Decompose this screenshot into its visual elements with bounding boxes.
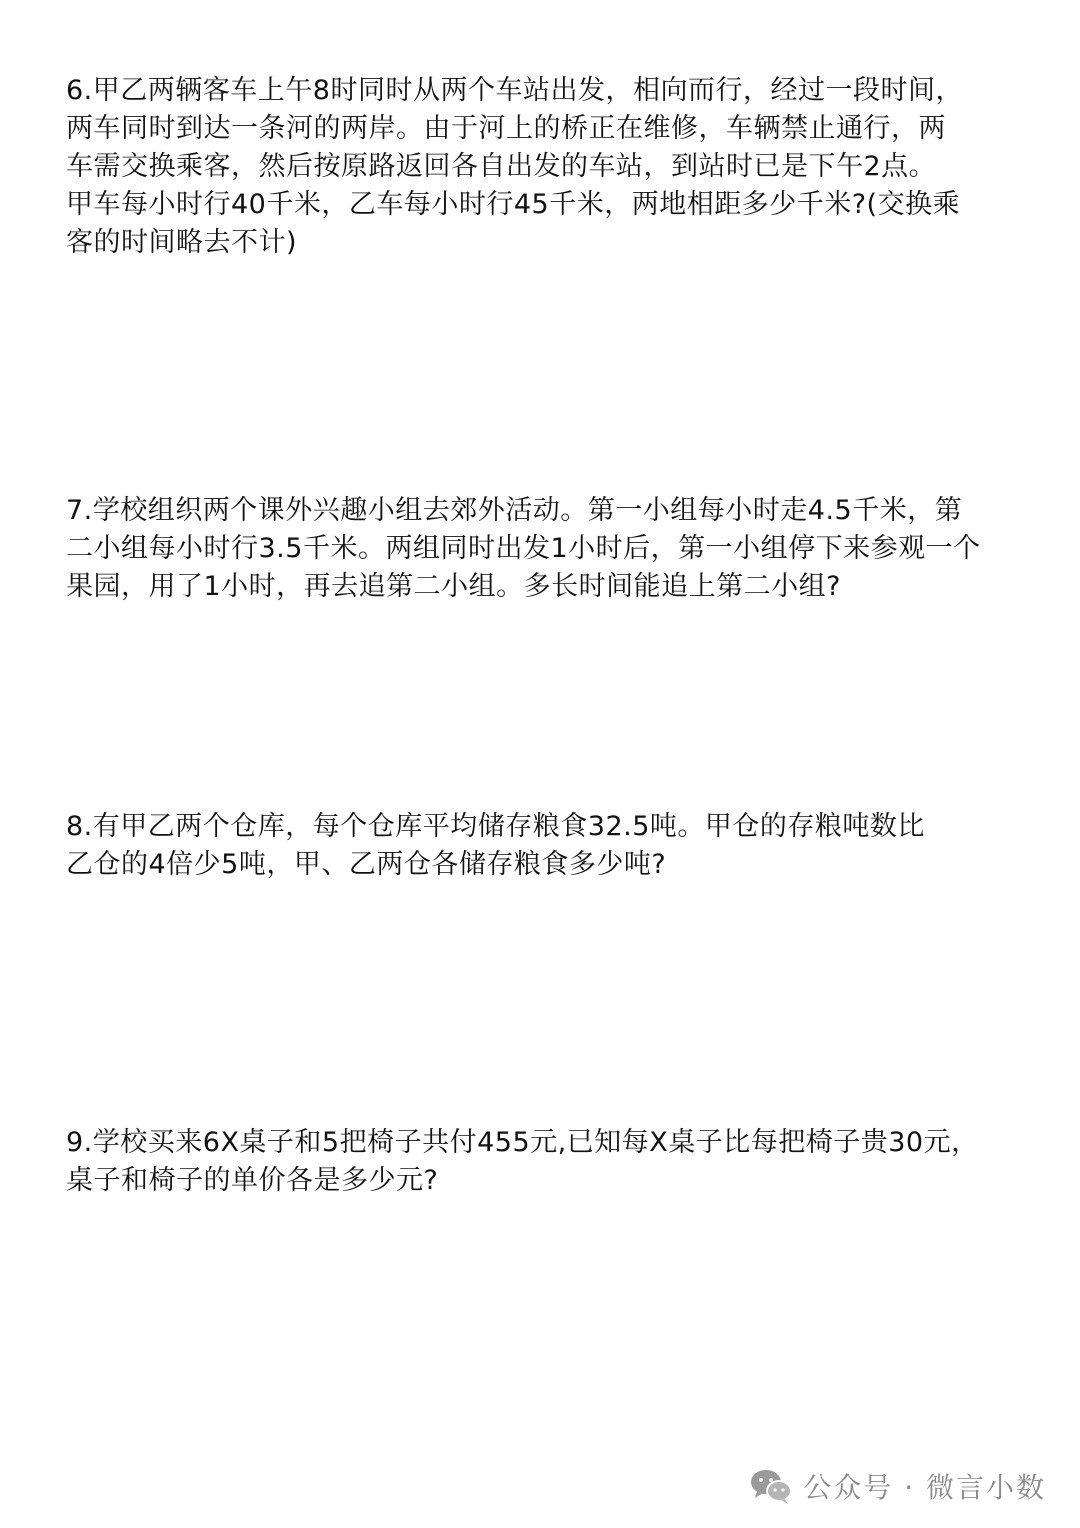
problem-line: 甲车每小时行40千米，乙车每小时行45千米，两地相距多少千米?(交换乘: [66, 189, 961, 220]
problem-9: [66, 1124, 1026, 1200]
watermark-text: 公众号 · 微言小数: [803, 1471, 1046, 1504]
problem-line: 客的时间略去不计): [66, 227, 298, 258]
problem-line: 6.甲乙两辆客车上午8时同时从两个车站出发，相向而行，经过一段时间，: [66, 75, 963, 106]
problem-6: [66, 72, 1026, 262]
watermark: [749, 1466, 1046, 1506]
problem-line: 8.有甲乙两个仓库，每个仓库平均储存粮食32.5吨。甲仓的存粮吨数比: [66, 811, 925, 842]
problem-line: 二小组每小时行3.5千米。两组同时出发1小时后，第一小组停下来参观一个: [66, 533, 981, 564]
problem-line: 乙仓的4倍少5吨，甲、乙两仓各储存粮食多少吨?: [66, 849, 667, 880]
problem-line: 两车同时到达一条河的两岸。由于河上的桥正在维修，车辆禁止通行，两: [66, 113, 946, 144]
problem-7: [66, 492, 1026, 606]
wechat-icon: [749, 1467, 793, 1505]
problem-line: 7.学校组织两个课外兴趣小组去郊外活动。第一小组每小时走4.5千米，第: [66, 495, 963, 526]
problem-line: 桌子和椅子的单价各是多少元?: [66, 1165, 439, 1196]
problem-line: 车需交换乘客，然后按原路返回各自出发的车站，到站时已是下午2点。: [66, 151, 937, 182]
problem-line: 果园，用了1小时，再去追第二小组。多长时间能追上第二小组?: [66, 571, 842, 602]
problem-8: [66, 808, 1026, 884]
problem-line: 9.学校买来6X桌子和5把椅子共付455元,已知每X桌子比每把椅子贵30元，: [66, 1127, 979, 1158]
